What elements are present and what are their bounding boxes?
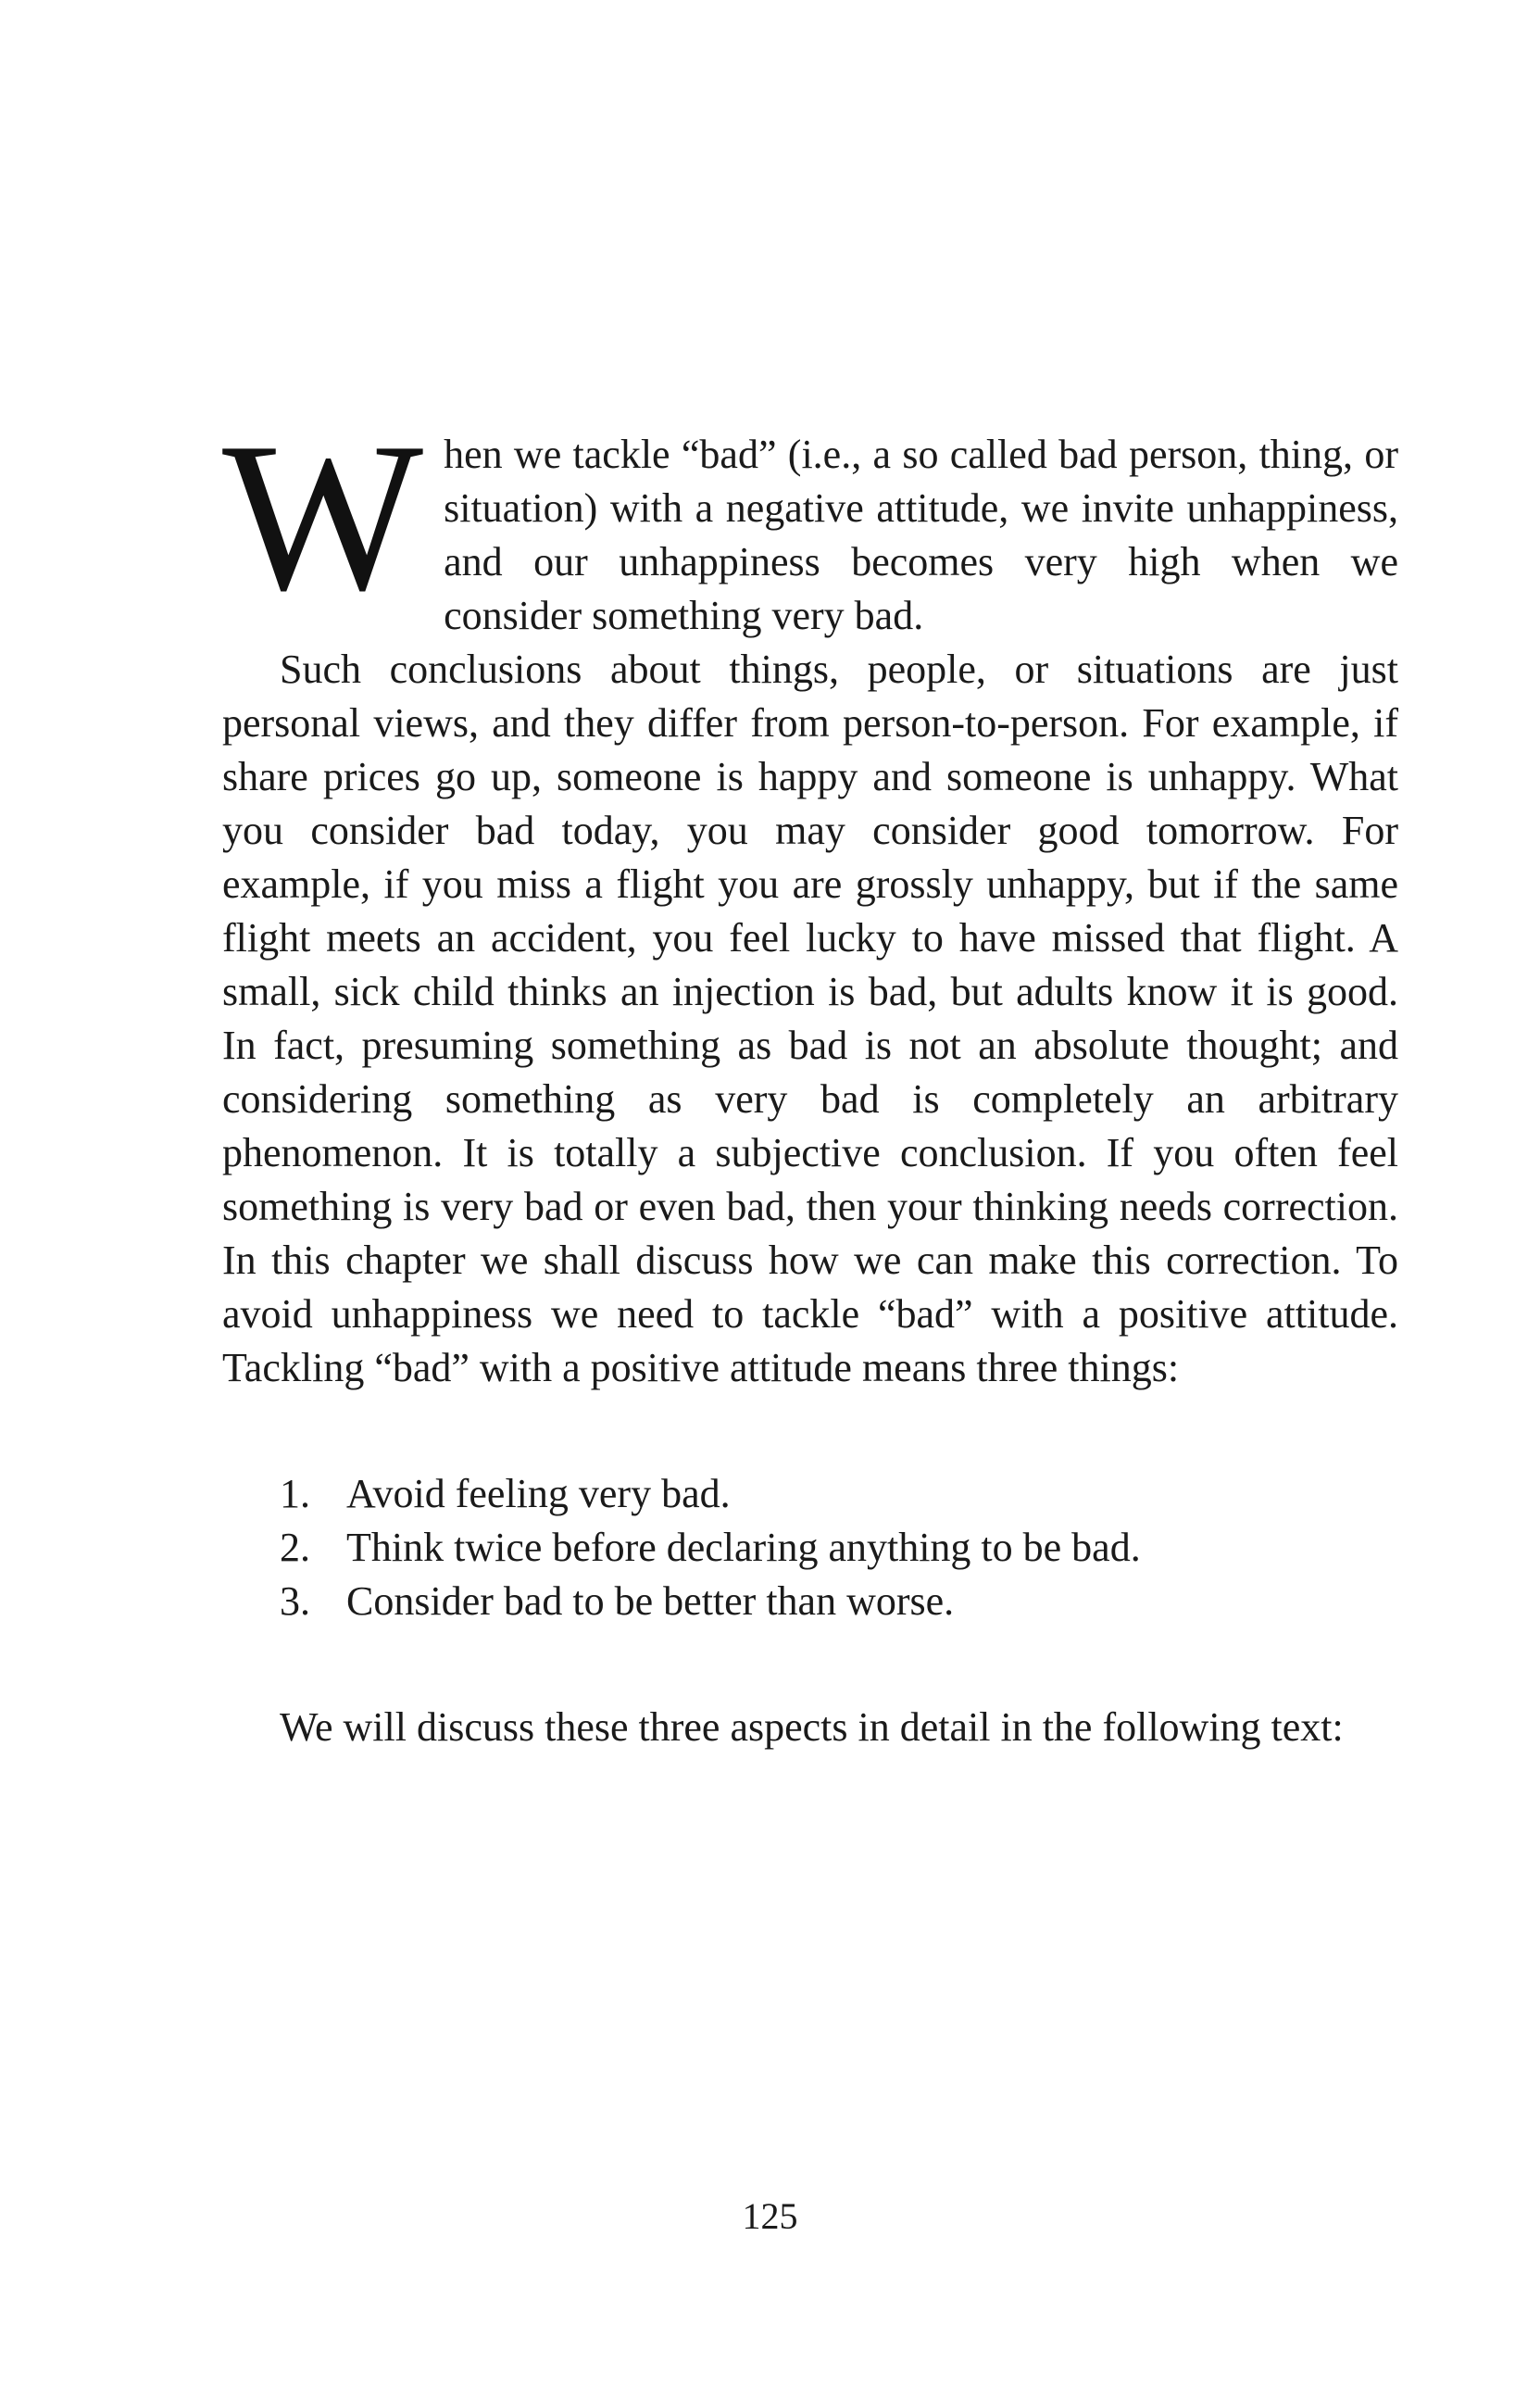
opening-paragraph-text: hen we tackle “bad” (i.e., a so called bad person, thing, or situation) with a negative attitude, we invite unhappiness, and our unhappiness becomes very high when we consider something very bad. xyxy=(444,432,1398,638)
list-item-number: 3. xyxy=(280,1578,310,1624)
closing-paragraph: We will discuss these three aspects in detail in the following text: xyxy=(280,1704,1344,1750)
list-item-number: 1. xyxy=(280,1471,310,1516)
page-body xyxy=(222,398,1398,1754)
list-item-number: 2. xyxy=(280,1525,310,1570)
page-number: 125 xyxy=(742,2195,798,2237)
list-item-text: Consider bad to be better than worse. xyxy=(346,1578,955,1624)
drop-cap: W xyxy=(222,398,424,634)
list-item xyxy=(280,1575,1398,1628)
numbered-list xyxy=(280,1467,1398,1628)
list-item xyxy=(280,1521,1398,1575)
list-item xyxy=(280,1467,1398,1521)
opening-paragraph xyxy=(222,398,1398,643)
list-item-text: Think twice before declaring anything to be bad. xyxy=(346,1525,1141,1570)
list-item-text: Avoid feeling very bad. xyxy=(346,1471,731,1516)
body-paragraph: Such conclusions about things, people, or situations are just personal views, and they differ from person-to-person. For example, if share prices go up, someone is happy and someone is unhappy. What you consider bad today, you may consider good tomorrow. For example, if you miss a flight you are grossly unhappy, but if the same flight meets an accident, you feel lucky to have missed that flight. A small, sick child thinks an injection is bad, but adults know it is good. In fact, presuming something as bad is not an absolute thought; and considering something as very bad is completely an arbitrary phenomenon. It is totally a subjective conclusion. If you often feel something is very bad or even bad, then your thinking needs correction. In this chapter we shall discuss how we can make this correction. To avoid unhappiness we need to tackle “bad” with a positive attitude. Tackling “bad” with a positive attitude means three things: xyxy=(222,647,1398,1390)
